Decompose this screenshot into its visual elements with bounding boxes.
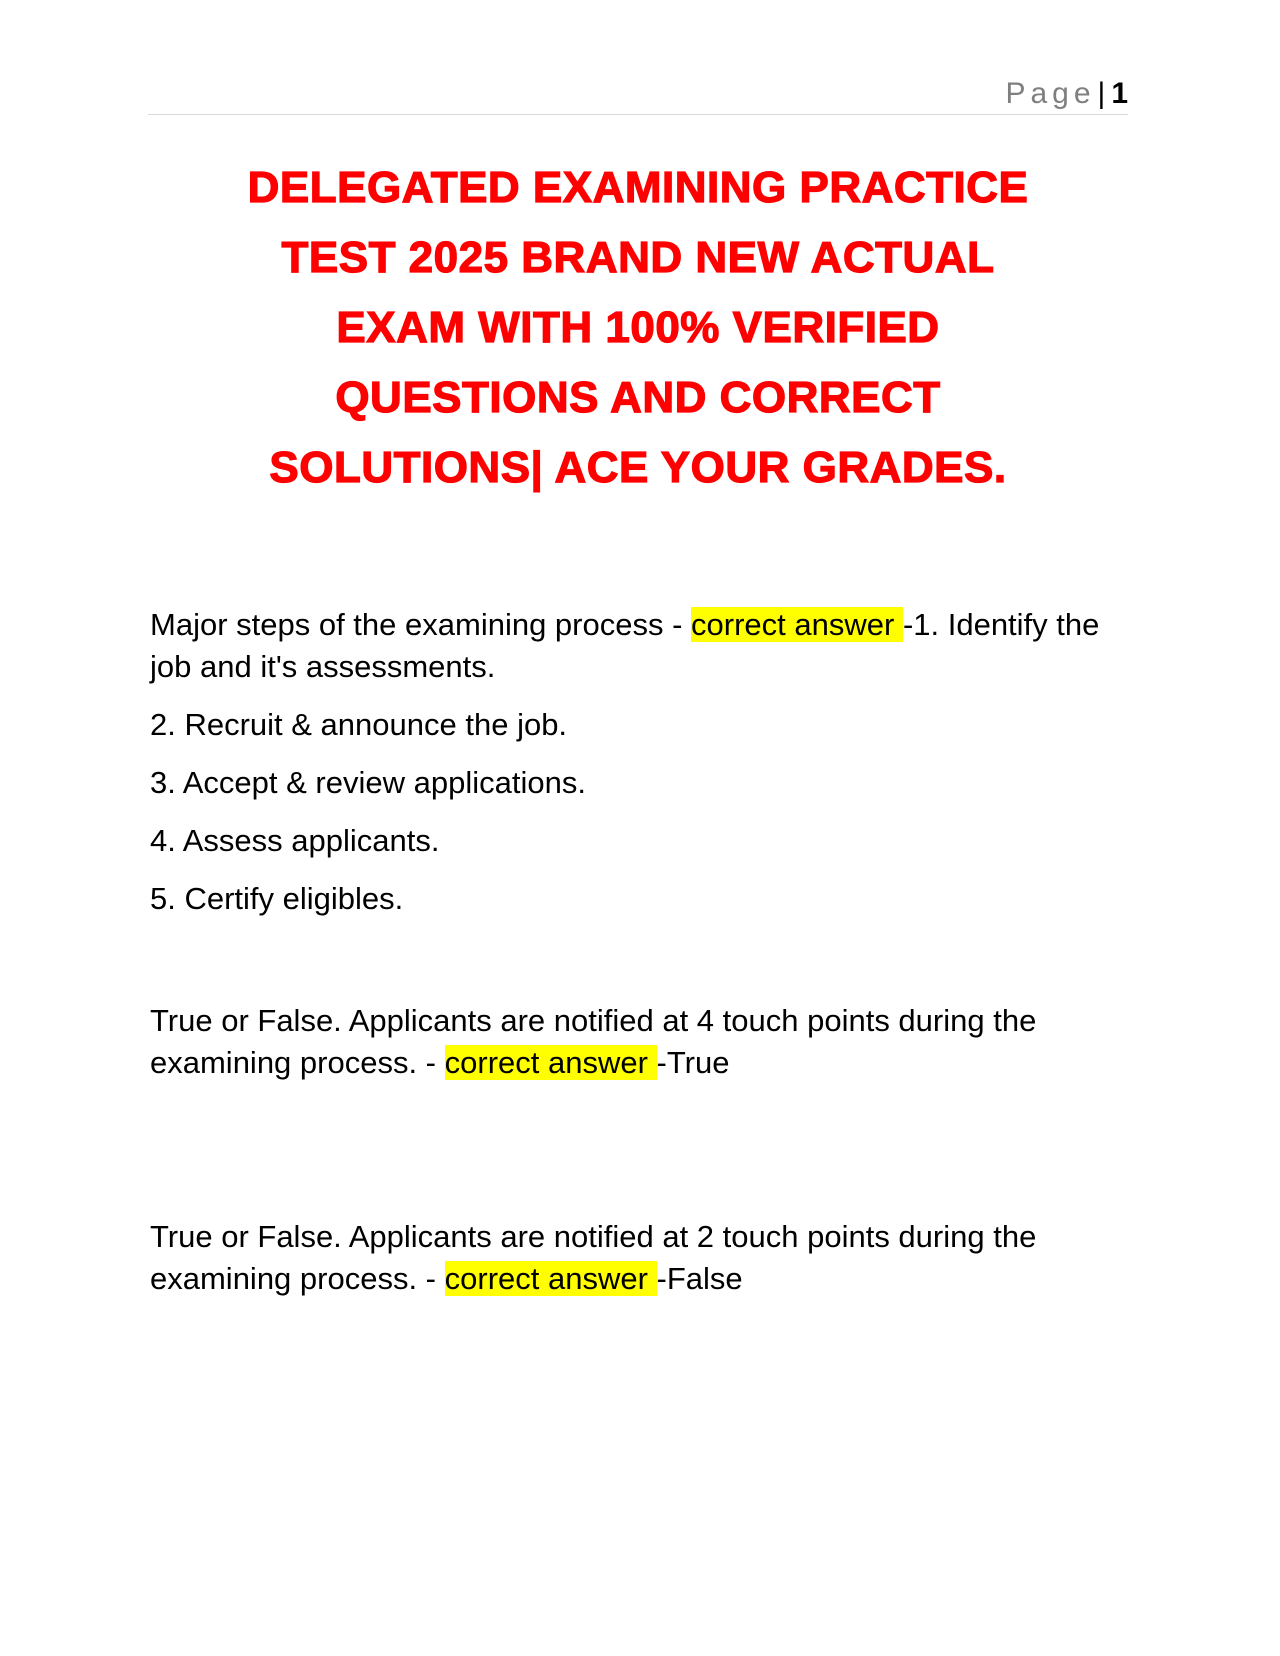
title-line: SOLUTIONS| ACE YOUR GRADES. [269,443,1007,492]
question: True or False. Applicants are notified at 4 touch points during the examining process. - [150,1003,1037,1080]
answer: -False [656,1261,743,1296]
list-item: 2. Recruit & announce the job. [150,707,568,742]
list-item: 4. Assess applicants. [150,823,440,858]
list-item: 5. Certify eligibles. [150,881,404,916]
question-text [150,1216,1130,1300]
page-word: Page [1005,77,1096,110]
page-number-label [1005,74,1128,114]
question-text [150,1000,1130,1084]
page-header [148,74,1128,115]
answer-highlight: correct answer [444,1261,657,1296]
answer: -True [656,1045,730,1080]
title-line: EXAM WITH 100% VERIFIED [336,303,940,352]
list-item: 3. Accept & review applications. [150,765,586,800]
qa-item [150,1216,1130,1300]
page-separator: | [1097,77,1106,110]
question: True or False. Applicants are notified at 2 touch points during the examining process. - [150,1219,1037,1296]
answer-highlight: correct answer [691,607,903,642]
page-number: 1 [1111,77,1128,110]
document-body [150,604,1130,1296]
question-text [150,604,1130,688]
answer-highlight: correct answer [444,1045,657,1080]
title-line: DELEGATED EXAMINING PRACTICE [247,163,1029,212]
title-line: TEST 2025 BRAND NEW ACTUAL [281,233,995,282]
qa-item [150,604,1130,920]
answer: -1. Identify the job and it's assessments. [150,607,1100,684]
title-line: QUESTIONS AND CORRECT [335,373,941,422]
document-title [148,153,1128,503]
qa-item [150,1000,1130,1084]
question: Major steps of the examining process - [150,607,692,642]
